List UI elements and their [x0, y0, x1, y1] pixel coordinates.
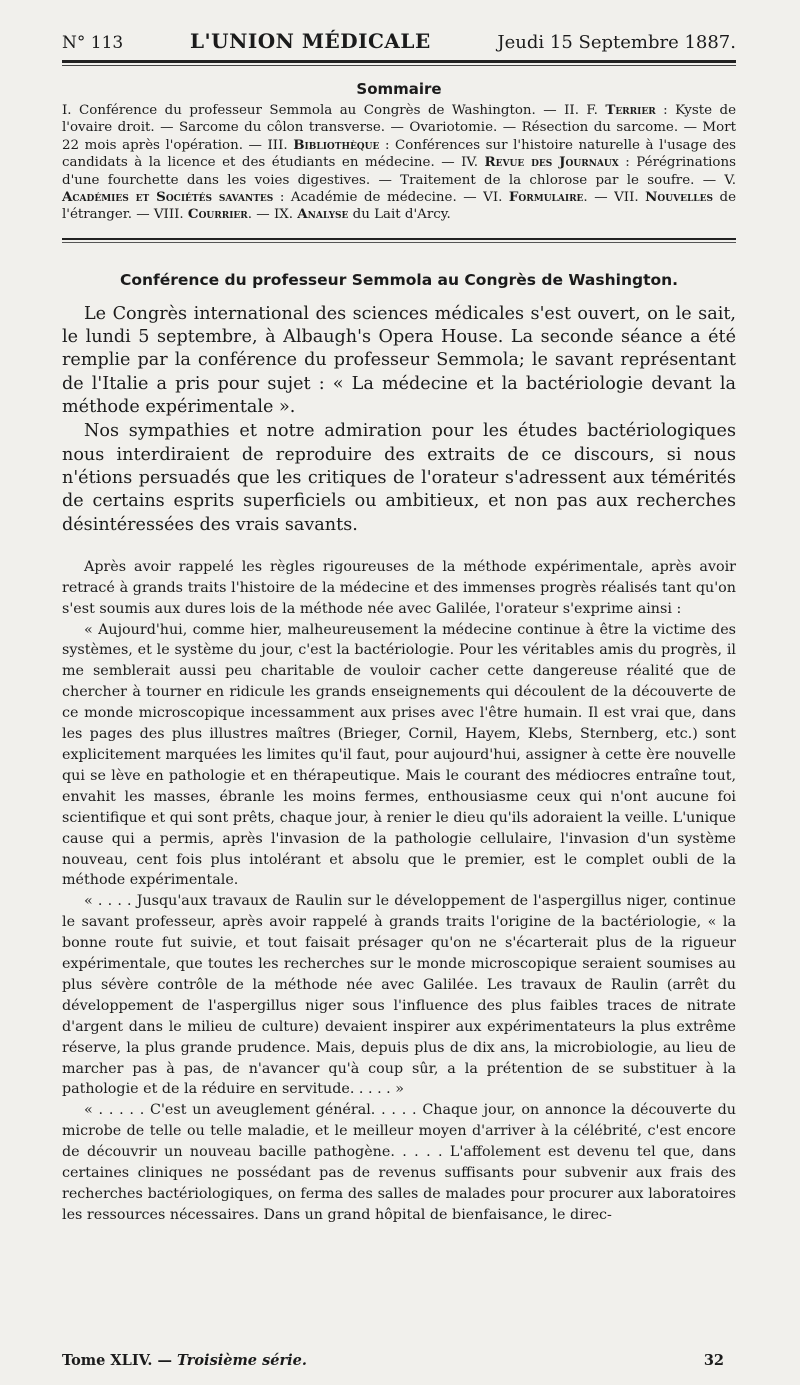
footer-tome	[62, 1352, 307, 1369]
article-title: Conférence du professeur Semmola au Congrès de Washington.	[119, 270, 679, 289]
sommaire-text-run: du Lait d'Arcy.	[348, 207, 451, 223]
sommaire-section-name: Nouvelles	[645, 189, 713, 206]
quote-paragraph-3: « . . . . . C'est un aveuglement général. . . . . Chaque jour, on annonce la découverte du microbe de telle ou telle maladie, et le meilleur moyen d'arriver à la célébrité, c'est encore de découvrir un nouveau bacille pathogène. . . . . L'affolement est devenu tel que, dans certaines cliniques ne possédant pas de revenus suffisants pour subvenir aux frais des recherches bactériologiques, on ferma des salles de malades pour procurer aux laboratoires les ressources nécessaires. Dans un grand hôpital de bienfaisance, le direc-	[62, 1102, 736, 1223]
footer-serie: Troisième série.	[177, 1352, 307, 1369]
sommaire-text-run: . — VII.	[583, 190, 646, 206]
page-header	[62, 30, 736, 54]
quote-paragraph-1: « Aujourd'hui, comme hier, malheureusement la médecine continue à être la victime des systèmes, et le système du jour, c'est la bactériologie. Pour les véritables amis du progrès, il me semblerait aussi peu charitable de vouloir cacher cette dangereuse réalité que de chercher à tourner en ridicule les grands enseignements qui découlent de la découverte de ce monde microscopique incessamment aux prises avec l'être humain. Il est vrai que, dans les pages des plus illustres maîtres (Brieger, Cornil, Hayem, Klebs, Sternberg, etc.) sont explicitement marquées les limites qu'il faut, pour aujourd'hui, assigner à cette ère nouvelle qui se lève en pathologie et en thérapeutique. Mais le courant des médiocres entraîne tout, envahit les masses, ébranle les moins fermes, enthousiasme ceux qui n'ont aucune foi scientifique et qui sont prêts, chaque jour, à renier le dieu qu'ils adoraient la veille. L'unique cause qui a permis, après l'invasion de la pathologie cellulaire, l'invasion d'un système nouveau, cent fois plus intolérant et absolu que le premier, est le complet oubli de la méthode expérimentale.	[62, 621, 736, 889]
body-paragraph-1: Après avoir rappelé les règles rigoureuses de la méthode expérimentale, après avoir retracé à grands traits l'histoire de la médecine et des immenses progrès réalisés tant qu'on s'est soumis aux dures lois de la méthode née avec Galilée, l'orateur s'exprime ainsi :	[62, 558, 736, 617]
header-rule-thin	[62, 65, 736, 66]
sommaire-text-run: : Académie de médecine. — VI.	[273, 190, 509, 206]
page-footer	[62, 1352, 724, 1369]
sommaire-divider-thin	[62, 242, 736, 243]
sommaire-text-run: : Kyste de l'ovaire droit. — Sarcome du côlon transverse. — Ovariotomie. — Résection du sarcome. — Mort 22 mois après l'opération. — III.	[62, 103, 737, 153]
sommaire-section-name: Bibliothèque	[293, 136, 380, 153]
sommaire-text-run: I. Conférence du professeur Semmola au Congrès de Washington. — II. F.	[62, 103, 606, 118]
journal-title: L'UNION MÉDICALE	[189, 29, 431, 53]
sommaire-section-name: Formulaire	[508, 189, 584, 206]
issue-number: N° 113	[62, 33, 124, 53]
sommaire-contents	[62, 102, 736, 224]
header-rule	[62, 60, 736, 63]
sommaire-text-run: . — IX.	[247, 207, 298, 223]
sommaire-section-name: Courrier	[187, 206, 248, 223]
sommaire-text-run: : Pérégrinations d'une fourchette dans les voies digestives. — Traitement de la chlorose par le soufre. — V.	[62, 155, 736, 188]
sommaire-section-name: Revue des Journaux	[484, 154, 619, 171]
page-number: 32	[703, 1352, 724, 1369]
lead-paragraph-1: Le Congrès international des sciences médicales s'est ouvert, on le sait, le lundi 5 septembre, à Albaugh's Opera House. La seconde séance a été remplie par la conférence du professeur Semmola; le savant représentant de l'Italie a pris pour sujet : « La médecine et la bactériologie devant la méthode expérimentale ».	[62, 303, 736, 418]
sommaire-section-name: Académies et Sociétés savantes	[62, 189, 274, 206]
quote-paragraph-2: « . . . . Jusqu'aux travaux de Raulin sur le développement de l'aspergillus niger, continue le savant professeur, après avoir rappelé à grands traits l'origine de la bactériologie, « la bonne route fut suivie, et tout faisait présager qu'on ne s'écarterait plus de la rigueur expérimentale, que toutes les recherches sur le monde microscopique seraient soumises au plus sévère contrôle de la méthode née avec Galilée. Les travaux de Raulin (arrêt du développement de l'aspergillus niger sous l'influence des plus faibles traces de nitrate d'argent dans le milieu de culture) devaient inspirer aux expérimentateurs la plus extrême réserve, la plus grande prudence. Mais, depuis plus de dix ans, la microbiologie, au lieu de marcher pas à pas, de n'avancer qu'à coup sûr, a la prétention de se substituer à la pathologie et de la réduire en servitude. . . . . »	[62, 893, 736, 1098]
sommaire-section-name: Terrier	[605, 102, 656, 118]
lead-paragraph-2: Nos sympathies et notre admiration pour les études bactériologiques nous interdiraient de reproduire des extraits de ce discours, si nous n'étions persuadés que les critiques de l'orateur s'adressent aux témérités de certains esprits superficiels ou ambitieux, et non pas aux recherches désintéressées des vrais savants.	[62, 421, 736, 535]
sommaire-title: Sommaire	[356, 80, 442, 98]
sommaire-text-run: de l'étranger. — VIII.	[62, 190, 736, 223]
sommaire-section-name: Analyse	[297, 206, 349, 223]
footer-tome-label: Tome XLIV. —	[62, 1352, 178, 1369]
sommaire-divider	[62, 238, 736, 240]
issue-date: Jeudi 15 Septembre 1887.	[497, 32, 736, 53]
sommaire-text-run: : Conférences sur l'histoire naturelle à l'usage des candidats à la licence et des étudiants en médecine. — IV.	[62, 137, 736, 171]
